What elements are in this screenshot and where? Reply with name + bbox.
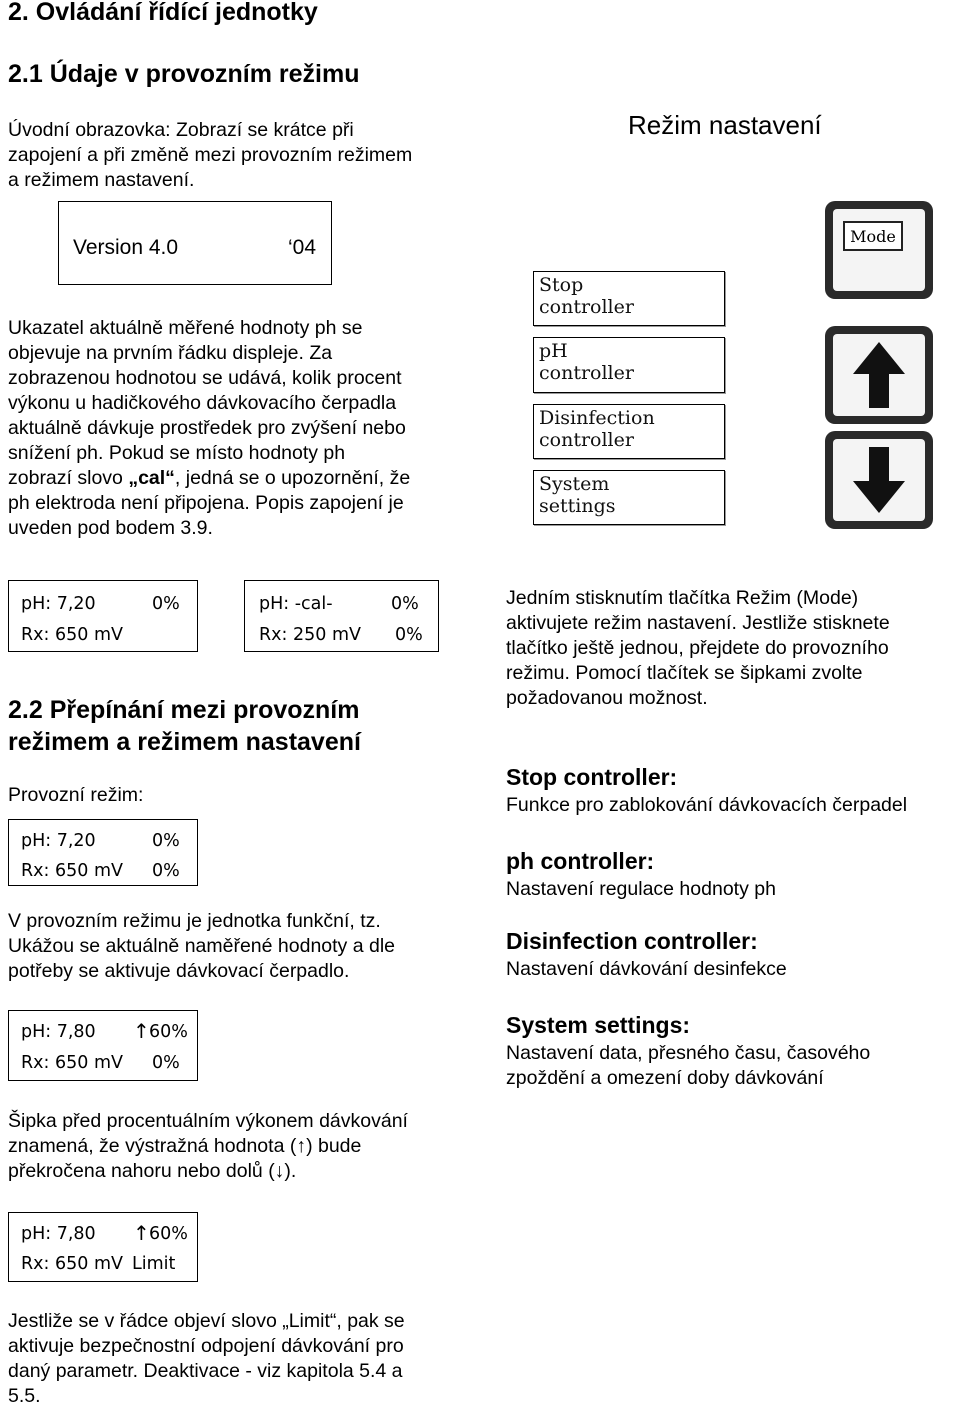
paragraph-line: Šipka před procentuálním výkonem dávkování	[8, 1110, 408, 1132]
lcd-rx-percent: 0%	[395, 625, 423, 645]
heading-line: režimem a režimem nastavení	[8, 728, 361, 756]
menu-item-label: controller	[539, 296, 634, 318]
paragraph-line: zpoždění a omezení doby dávkování	[506, 1067, 824, 1089]
lcd-ph-percent: 0%	[391, 594, 419, 614]
lcd-rx-percent: 0%	[152, 861, 180, 881]
lcd-ph-value: pH: 7,80	[21, 1022, 96, 1042]
item-title: Disinfection controller:	[506, 928, 758, 954]
lcd-ph-percent: 0%	[152, 594, 180, 614]
intro-line: zapojení a při změně mezi provozním režimem	[8, 144, 413, 166]
paragraph-line: požadovanou možnost.	[506, 687, 708, 709]
version-year: ‘04	[288, 236, 317, 259]
paragraph-line: daný parametr. Deaktivace - viz kapitola 5.4 a	[8, 1360, 403, 1382]
paragraph-line	[8, 466, 462, 491]
paragraph-line: potřeby se aktivuje dávkovací čerpadlo.	[8, 960, 350, 982]
intro-paragraph	[8, 118, 460, 193]
lcd-display	[8, 819, 198, 886]
lcd-ph-value: pH: 7,80	[21, 1224, 96, 1244]
intro-line: a režimem nastavení.	[8, 169, 195, 191]
version-display	[58, 201, 332, 285]
paragraph-line: tlačítko ještě jednou, přejdete do provozního	[506, 637, 889, 659]
menu-item-ph-controller[interactable]	[533, 337, 725, 393]
lcd-rx-value: Rx: 650 mV	[21, 861, 123, 881]
arrow-up-icon: ↑	[133, 1221, 150, 1245]
arrow-paragraph	[8, 1109, 468, 1184]
section-2-2-heading	[8, 694, 468, 758]
version-text: Version 4.0	[73, 236, 179, 259]
paragraph-line: Jedním stisknutím tlačítka Režim (Mode)	[506, 587, 859, 609]
lcd-rx-value: Rx: 650 mV	[21, 1053, 123, 1073]
limit-paragraph	[8, 1309, 468, 1406]
lcd-limit-text: Limit	[132, 1254, 176, 1274]
cal-word: „cal“	[128, 467, 175, 489]
indicator-paragraph	[8, 316, 462, 541]
mode-button-label: Mode	[843, 221, 903, 251]
menu-description-system	[506, 1012, 958, 1091]
up-button-face	[833, 334, 925, 416]
arrow-up-icon	[833, 334, 925, 416]
menu-item-label: Disinfection	[539, 407, 655, 429]
menu-item-label: controller	[539, 429, 634, 451]
lcd-display-limit	[8, 1212, 198, 1282]
paragraph-line: ph elektroda není připojena. Popis zapojení je	[8, 492, 404, 514]
paragraph-line: Jestliže se v řádce objeví slovo „Limit“, pak se	[8, 1310, 405, 1332]
paragraph-line: objevuje na prvním řádku displeje. Za	[8, 342, 333, 364]
paragraph-line: znamená, že výstražná hodnota (↑) bude	[8, 1135, 362, 1157]
paragraph-line: Nastavení data, přesného času, časového	[506, 1042, 871, 1064]
lcd-ph-percent: 0%	[152, 831, 180, 851]
down-button[interactable]	[825, 431, 933, 529]
paragraph-line: uveden pod bodem 3.9.	[8, 517, 213, 539]
item-description: Nastavení regulace hodnoty ph	[506, 878, 776, 900]
item-description: Nastavení dávkování desinfekce	[506, 958, 787, 980]
lcd-ph-value: pH: -cal-	[259, 594, 333, 614]
text-span: , jedná se o upozornění, že	[174, 467, 411, 489]
menu-item-system-settings[interactable]	[533, 470, 725, 525]
menu-description-stop	[506, 764, 958, 818]
down-button-face	[833, 439, 925, 521]
lcd-ph-percent: 60%	[149, 1022, 188, 1042]
settings-mode-title: Režim nastavení	[628, 110, 822, 140]
item-title: System settings:	[506, 1012, 691, 1038]
menu-description-disinfection	[506, 928, 958, 982]
lcd-ph-value: pH: 7,20	[21, 594, 96, 614]
lcd-rx-value: Rx: 650 mV	[21, 625, 123, 645]
mode-button-face	[833, 209, 925, 291]
paragraph-line: snížení ph. Pokud se místo hodnoty ph	[8, 442, 346, 464]
menu-item-label: settings	[539, 495, 616, 517]
lcd-display-cal	[244, 580, 439, 652]
section-2-1-heading: 2.1 Údaje v provozním režimu	[8, 60, 360, 88]
paragraph-line: Ukazatel aktuálně měřené hodnoty ph se	[8, 317, 363, 339]
lcd-rx-percent: 0%	[152, 1053, 180, 1073]
lcd-rx-value: Rx: 250 mV	[259, 625, 361, 645]
chapter-heading: 2. Ovládání řídící jednotky	[8, 0, 318, 26]
paragraph-line: režimu. Pomocí tlačítek se šipkami zvolte	[506, 662, 863, 684]
menu-item-label: Stop	[539, 274, 584, 296]
menu-item-disinfection-controller[interactable]	[533, 404, 725, 459]
mode-paragraph	[506, 586, 958, 711]
menu-description-ph	[506, 848, 958, 902]
lcd-display-alarm	[8, 1010, 198, 1081]
intro-line: Úvodní obrazovka: Zobrazí se krátce při	[8, 119, 354, 141]
arrow-up-icon: ↑	[133, 1019, 150, 1043]
mode-button[interactable]	[825, 201, 933, 299]
item-title: Stop controller:	[506, 764, 678, 790]
item-description	[506, 1041, 958, 1091]
paragraph-line: 5.5.	[8, 1385, 41, 1406]
paragraph-line: aktivujete režim nastavení. Jestliže stisknete	[506, 612, 890, 634]
item-title: ph controller:	[506, 848, 655, 874]
menu-item-label: controller	[539, 362, 634, 384]
paragraph-line: V provozním režimu je jednotka funkční, tz.	[8, 910, 381, 932]
paragraph-line: výkonu u hadičkového dávkovacího čerpadla	[8, 392, 397, 414]
arrow-down-icon	[833, 439, 925, 521]
lcd-ph-value: pH: 7,20	[21, 831, 96, 851]
item-description: Funkce pro zablokování dávkovacích čerpadel	[506, 794, 908, 816]
paragraph-line: aktivuje bezpečnostní odpojení dávkování pro	[8, 1335, 404, 1357]
heading-line: 2.2 Přepínání mezi provozním	[8, 696, 360, 724]
paragraph-line: Ukážou se aktuálně naměřené hodnoty a dle	[8, 935, 396, 957]
menu-item-stop-controller[interactable]	[533, 271, 725, 326]
menu-item-label: System	[539, 473, 610, 495]
paragraph-line: zobrazenou hodnotou se udává, kolik procent	[8, 367, 402, 389]
text-span: zobrazí slovo	[8, 467, 129, 489]
operating-paragraph	[8, 909, 462, 984]
lcd-rx-value: Rx: 650 mV	[21, 1254, 123, 1274]
paragraph-line: aktuálně dávkuje prostředek pro zvýšení nebo	[8, 417, 406, 439]
paragraph-line: překročena nahoru nebo dolů (↓).	[8, 1160, 297, 1182]
lcd-display	[8, 580, 198, 652]
operating-mode-label: Provozní režim:	[8, 784, 144, 806]
menu-item-label: pH	[539, 340, 568, 362]
up-button[interactable]	[825, 326, 933, 424]
lcd-ph-percent: 60%	[149, 1224, 188, 1244]
